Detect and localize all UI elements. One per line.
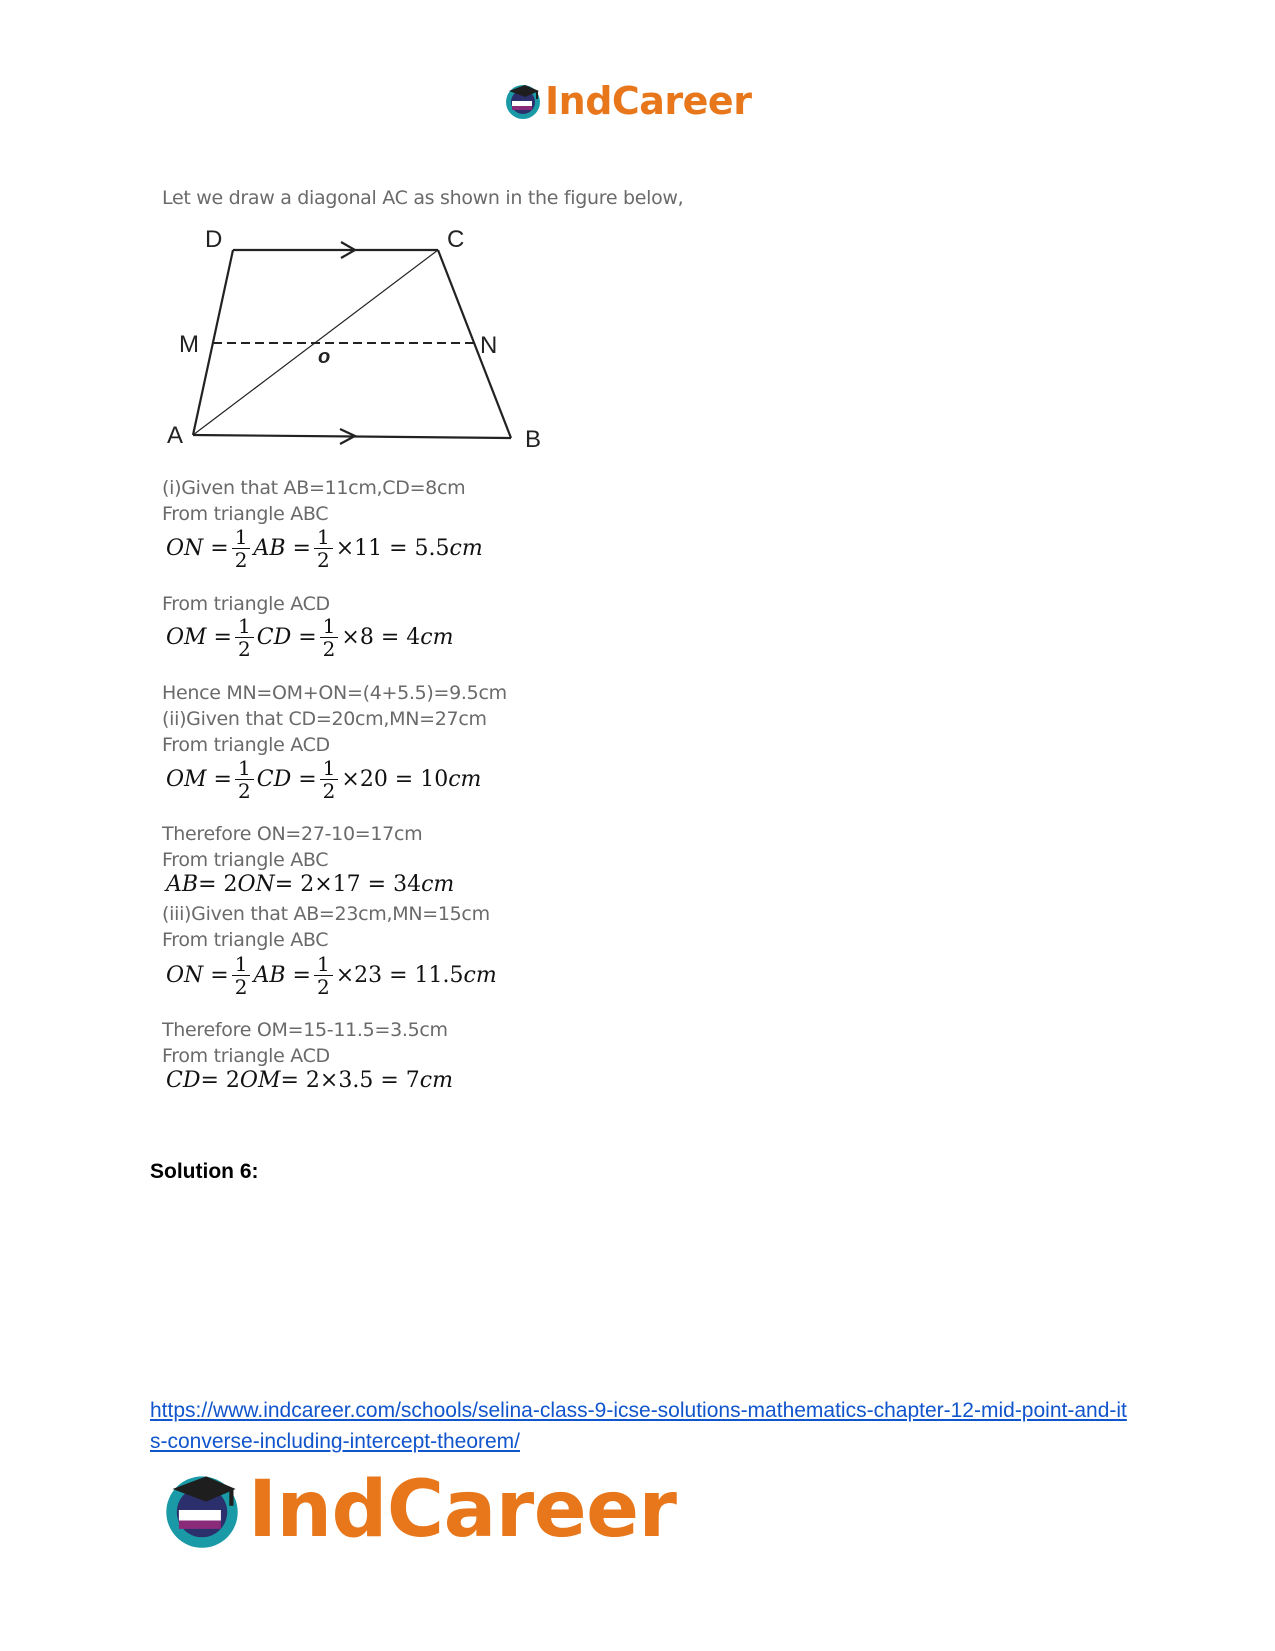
intro-text: Let we draw a diagonal AC as shown in the figure below, [162,187,684,209]
logo-wordmark: IndCareer [248,1465,677,1555]
label-d: D [205,226,223,253]
header-logo [503,80,751,122]
equation-om-2: OM = $\frac{1}{2}$ CD = $\frac{1}{2}$ ×20 = 10 cm [166,756,482,803]
step-text: From triangle ABC [162,929,329,951]
footer-logo [160,1465,677,1555]
given-ii: (ii)Given that CD=20cm,MN=27cm [162,708,487,730]
given-iii: (iii)Given that AB=23cm,MN=15cm [162,903,490,925]
result-on: Therefore ON=27-10=17cm [162,823,423,845]
step-text: From triangle ACD [162,593,330,615]
step-text: From triangle ABC [162,503,329,525]
label-a: A [167,422,184,449]
step-text: From triangle ABC [162,849,329,871]
equation-cd: CD = 2 OM = 2×3.5 = 7 cm [166,1068,453,1093]
result-om: Therefore OM=15-11.5=3.5cm [162,1019,448,1041]
result-mn: Hence MN=OM+ON=(4+5.5)=9.5cm [162,682,507,704]
graduation-cap-icon [503,81,543,121]
equation-on-1: ON = $\frac{1}{2}$ AB = $\frac{1}{2}$ ×11 = 5.5 cm [166,525,483,572]
trapezium-figure [155,225,575,465]
label-b: B [525,426,542,453]
equation-om-1: OM = $\frac{1}{2}$ CD = $\frac{1}{2}$ ×8 = 4 cm [166,614,454,661]
side-cb [438,250,511,438]
source-link[interactable]: https://www.indcareer.com/schools/selina-class-9-icse-solutions-mathematics-chapter-12-mid-point-and-its-converse-including-intercept-theorem/ [150,1399,1127,1453]
step-text: From triangle ACD [162,734,330,756]
label-m: M [179,331,199,358]
label-n: N [480,332,498,359]
given-i: (i)Given that AB=11cm,CD=8cm [162,477,466,499]
step-text: From triangle ACD [162,1045,330,1067]
label-c: C [447,226,465,253]
label-o: o [318,346,331,368]
solution-heading: Solution 6: [150,1160,259,1183]
graduation-cap-icon [160,1468,244,1552]
equation-ab: AB = 2 ON = 2×17 = 34 cm [166,872,455,897]
logo-wordmark: IndCareer [545,79,752,123]
equation-on-2: ON = $\frac{1}{2}$ AB = $\frac{1}{2}$ ×23 = 11.5 cm [166,952,497,999]
